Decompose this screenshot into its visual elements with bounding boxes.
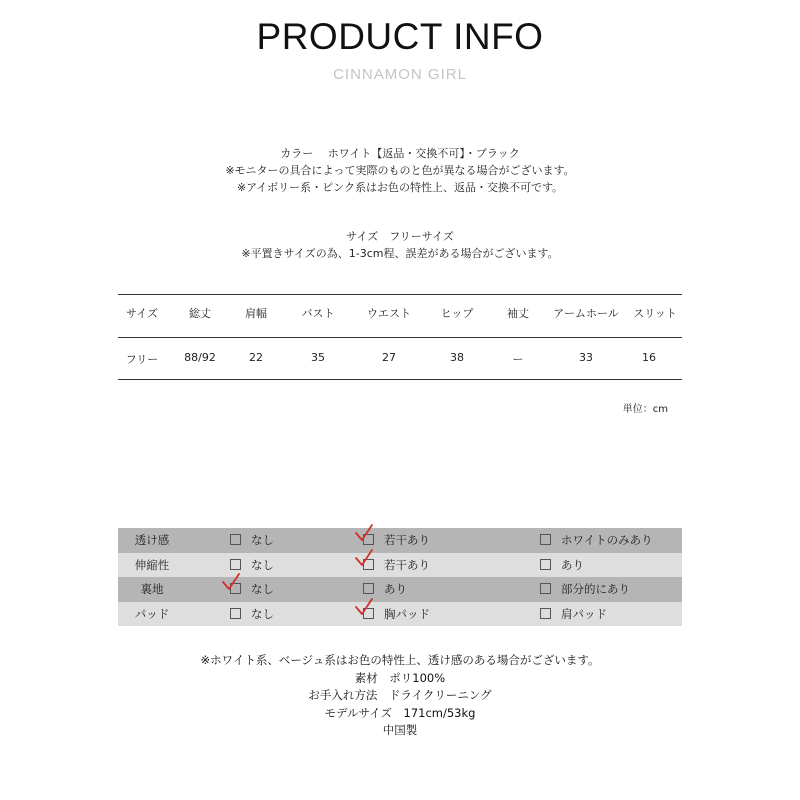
attribute-row-stretch [118, 553, 682, 578]
origin-line: 中国製 [382, 723, 418, 737]
size-line: サイズ フリーサイズ [346, 230, 454, 243]
value-armhole: 33 [579, 351, 593, 364]
attribute-label: 伸縮性 [134, 557, 170, 572]
attribute-label: パッド [134, 606, 170, 621]
checkbox-icon [540, 559, 551, 570]
care-line: お手入れ方法 ドライクリーニング [308, 688, 492, 702]
attribute-row-pad [118, 602, 682, 627]
checkbox-icon [230, 559, 241, 570]
option-none: なし [230, 577, 274, 602]
checkbox-icon [540, 534, 551, 545]
check-mark-icon [354, 598, 374, 616]
option-none: なし [230, 553, 274, 578]
header-size: サイズ [125, 307, 159, 320]
color-note-return: ※アイボリー系・ピンク系はお色の特性上、返品・交換不可です。 [236, 181, 564, 194]
attribute-label: 裏地 [140, 582, 164, 596]
page-title: PRODUCT INFO [256, 16, 544, 57]
value-size: フリー [125, 353, 159, 366]
color-line: カラー ホワイト【返品・交換不可】・ブラック [280, 147, 520, 160]
sheerness-note: ※ホワイト系、ベージュ系はお色の特性上、透け感のある場合がございます。 [200, 653, 600, 667]
checkbox-icon [540, 608, 551, 619]
attribute-table [118, 528, 682, 626]
header-waist: ウエスト [367, 307, 411, 320]
size-note: ※平置きサイズの為、1-3cm程、誤差がある場合がございます。 [241, 247, 559, 260]
option-slight: 若干あり [363, 528, 430, 553]
brand-name: CINNAMON GIRL [333, 66, 467, 83]
header-length: 総丈 [189, 307, 211, 320]
option-none: なし [230, 528, 274, 553]
checkbox-icon [540, 583, 551, 594]
value-sleeve: ー [512, 353, 524, 366]
model-size-line: モデルサイズ 171cm/53kg [324, 705, 476, 720]
attribute-label: 透け感 [134, 533, 170, 547]
option-chest-pad: 胸パッド [363, 602, 430, 627]
header-hip: ヒップ [440, 307, 474, 320]
header-bust: バスト [301, 307, 335, 320]
header-shoulder: 肩幅 [245, 307, 267, 320]
size-info [0, 228, 800, 262]
table-divider [118, 337, 682, 338]
attribute-row-lining [118, 577, 682, 602]
value-bust: 35 [311, 351, 325, 364]
value-hip: 38 [450, 351, 464, 364]
header-armhole: アームホール [553, 307, 619, 320]
header-sleeve: 袖丈 [507, 307, 529, 320]
attribute-row-sheerness [118, 528, 682, 553]
option-white-only: ホワイトのみあり [540, 528, 653, 553]
value-waist: 27 [382, 351, 396, 364]
option-yes: あり [540, 553, 584, 578]
option-none: なし [230, 602, 274, 627]
color-note-monitor: ※モニターの具合によって実際のものと色が異なる場合がございます。 [225, 164, 575, 177]
check-mark-icon [354, 549, 374, 567]
option-slight: 若干あり [363, 553, 430, 578]
checkbox-icon [230, 608, 241, 619]
option-shoulder-pad: 肩パッド [540, 602, 607, 627]
checkbox-icon [230, 534, 241, 545]
value-length: 88/92 [184, 351, 216, 364]
product-notes [0, 652, 800, 740]
checkbox-icon [363, 583, 374, 594]
header-slit: スリット [633, 307, 677, 320]
option-yes: あり [363, 577, 407, 602]
check-mark-icon [354, 524, 374, 542]
value-shoulder: 22 [249, 351, 263, 364]
color-info [0, 145, 800, 196]
option-partial: 部分的にあり [540, 577, 630, 602]
size-table [118, 294, 682, 380]
material-line: 素材 ポリ100% [354, 670, 446, 685]
unit-label: 単位：cm [622, 404, 668, 415]
check-mark-icon [221, 573, 241, 591]
value-slit: 16 [642, 351, 656, 364]
